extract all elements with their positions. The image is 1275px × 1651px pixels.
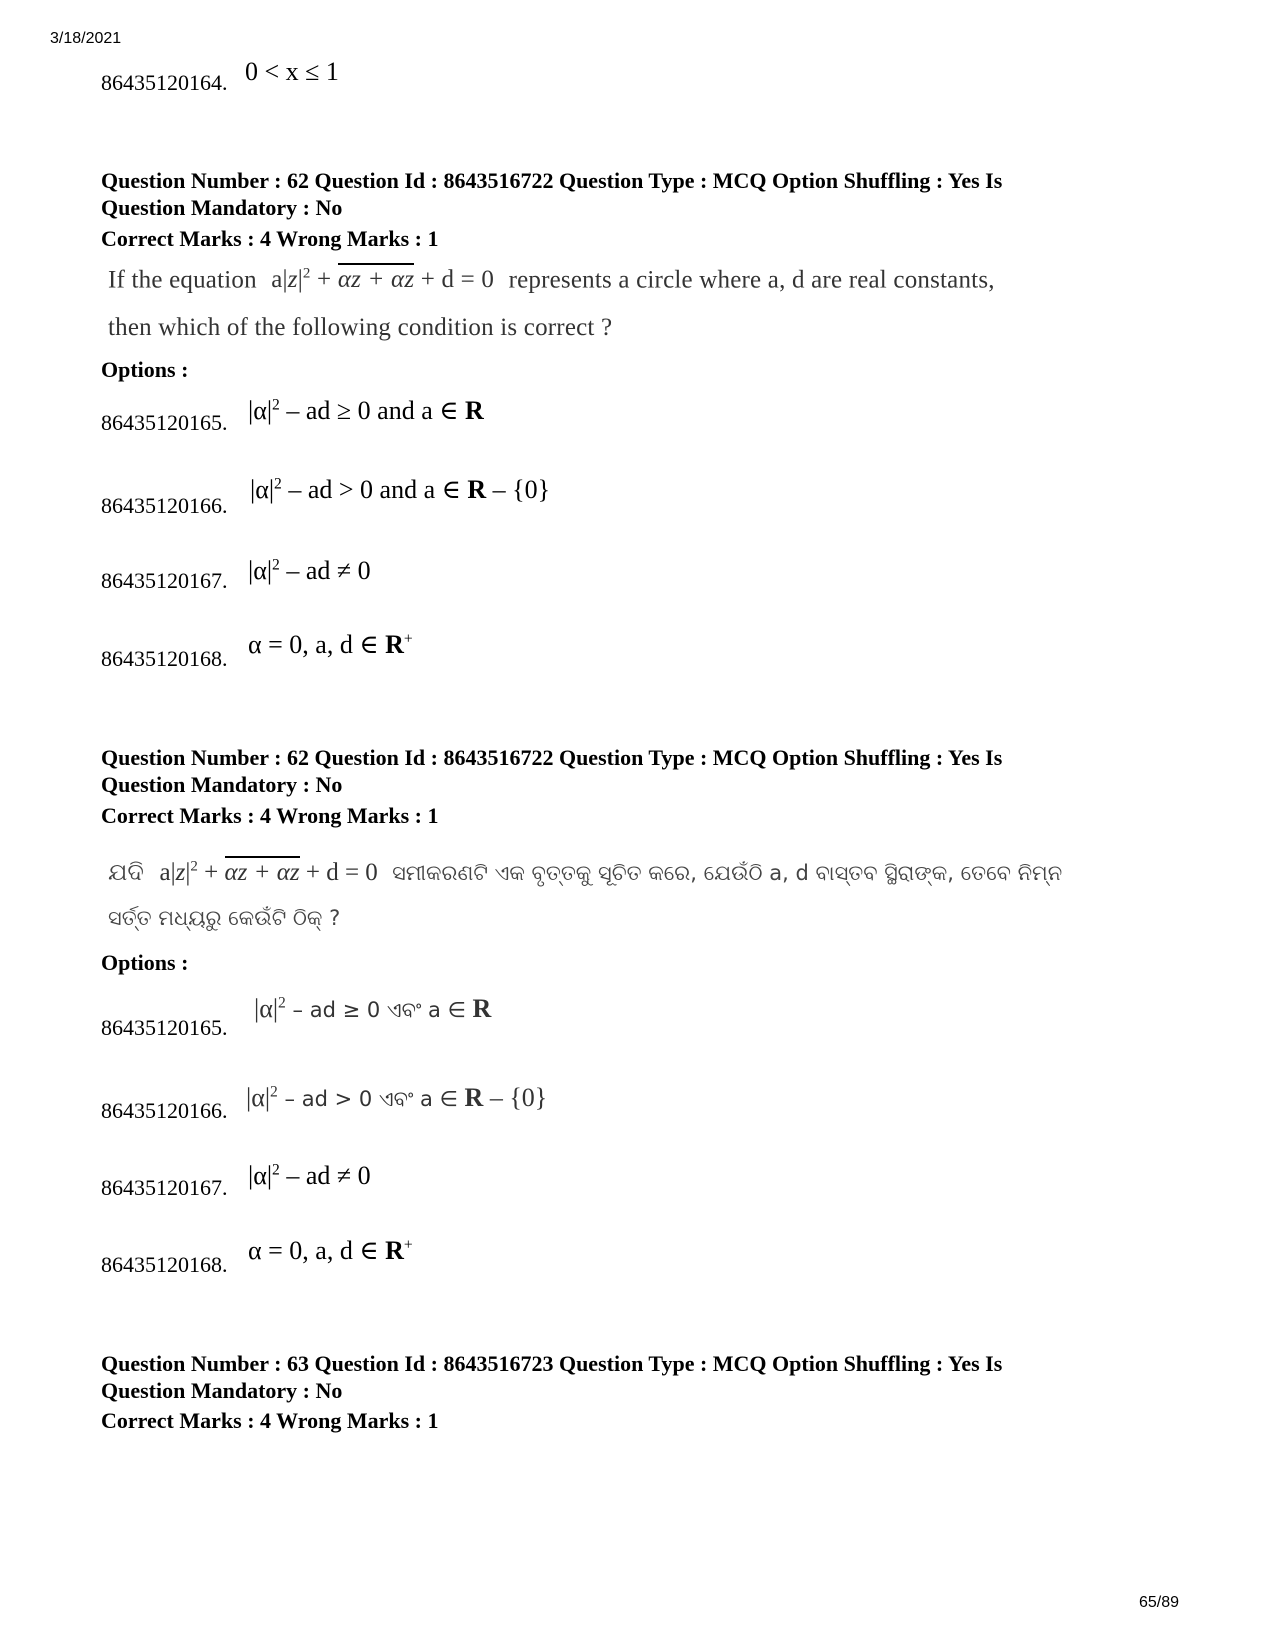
question-text-post: ସମୀକରଣଟି ଏକ ବୃତ୍ତକୁ ସୂଚିତ କରେ, ଯେଉଁଠି a, d ବାସ୍ତବ ସ୍ଥିରାଙ୍କ, ତେବେ ନିମ୍ନ (392, 861, 1063, 885)
print-date: 3/18/2021 (50, 30, 122, 47)
option-id: 86435120167. (101, 568, 228, 593)
option-math (254, 994, 491, 1024)
eq-conj-term: αz + αz (225, 856, 300, 886)
option-set-tail: – {0} (483, 1083, 548, 1112)
question-header-line1: Question Number : 62 Question Id : 8643516722 Question Type : MCQ Option Shuffling : Yes Is (101, 745, 1003, 770)
question-header (101, 744, 1181, 798)
options-label: Options : (101, 357, 189, 382)
option-math: 0 < x ≤ 1 (245, 57, 339, 86)
options-label: Options : (101, 950, 189, 975)
option-math (248, 396, 484, 426)
eq-rest: + d = 0 (414, 266, 495, 294)
question-header (101, 1350, 1181, 1404)
question-header-line1: Question Number : 63 Question Id : 8643516723 Question Type : MCQ Option Shuffling : Yes Is (101, 1351, 1003, 1376)
abs-alpha: |α| (246, 1083, 271, 1112)
abs-exp: 2 (274, 475, 282, 493)
option-math (248, 1236, 413, 1266)
option-set: R (464, 396, 484, 425)
question-header (101, 167, 1181, 221)
eq-a: a (159, 859, 171, 886)
option-id: 86435120168. (101, 1252, 228, 1277)
option-set: R (467, 475, 487, 504)
option-text: α = 0, a, d ∈ (248, 1236, 386, 1265)
option-id: 86435120166. (101, 493, 228, 518)
abs-exp: 2 (272, 396, 280, 414)
abs-alpha: |α| (250, 475, 275, 504)
option-suffix: – ad > 0 ଏବଂ a ∈ (277, 1087, 465, 1111)
question-header-line2: Question Mandatory : No (101, 195, 343, 220)
eq-plus: + (197, 859, 225, 886)
option-suffix: – ad > 0 and a ∈ (281, 475, 468, 504)
question-marks: Correct Marks : 4 Wrong Marks : 1 (101, 803, 439, 828)
question-marks: Correct Marks : 4 Wrong Marks : 1 (101, 1408, 439, 1433)
question-text-post: represents a circle where a, d are real constants, (508, 266, 995, 294)
option-id: 86435120165. (101, 1015, 228, 1040)
eq-a: a (271, 266, 283, 294)
question-marks: Correct Marks : 4 Wrong Marks : 1 (101, 226, 439, 251)
abs-exp: 2 (272, 1161, 280, 1179)
option-id: 86435120166. (101, 1098, 228, 1123)
eq-rest: + d = 0 (299, 859, 378, 886)
question-header-line2: Question Mandatory : No (101, 772, 343, 797)
equation: $a|z|^2 + \alpha z + \alpha z + d = 0$ (160, 859, 385, 886)
option-set: R (464, 1083, 484, 1112)
question-text-pre: ଯଦି (108, 858, 144, 886)
option-suffix: – ad ≥ 0 and a ∈ (279, 396, 465, 425)
abs-exp: 2 (272, 556, 280, 574)
eq-plus: + (310, 266, 338, 294)
eq-exp: 2 (302, 266, 311, 282)
option-set-tail: – {0} (486, 475, 551, 504)
option-set: R (385, 630, 404, 659)
question-text-line1 (108, 858, 1062, 887)
abs-alpha: |α| (254, 994, 279, 1023)
option-math (250, 475, 550, 505)
abs-alpha: |α| (248, 396, 273, 425)
option-math (248, 1161, 371, 1191)
question-text-line1 (108, 266, 995, 294)
abs-alpha: |α| (248, 556, 273, 585)
abs-exp: 2 (278, 994, 286, 1012)
page-number: 65/89 (1138, 1594, 1179, 1611)
option-math (246, 1083, 547, 1113)
option-sup: + (403, 630, 413, 648)
question-header-line1: Question Number : 62 Question Id : 8643516722 Question Type : MCQ Option Shuffling : Yes Is (101, 168, 1003, 193)
eq-exp: 2 (190, 858, 198, 875)
option-id: 86435120168. (101, 646, 228, 671)
option-math (248, 556, 371, 586)
option-text: α = 0, a, d ∈ (248, 630, 386, 659)
question-text-line2: ସର୍ତ୍ତ ମଧ୍ୟରୁ କେଉଁଟି ଠିକ୍ ? (108, 906, 341, 930)
option-set: R (385, 1236, 404, 1265)
option-suffix: – ad ≠ 0 (279, 1161, 371, 1190)
abs-exp: 2 (270, 1083, 278, 1101)
eq-z: z (287, 266, 298, 294)
equation: $a|z|^2 + \alpha z + \alpha z + d = 0$ (271, 266, 500, 293)
option-math (248, 630, 413, 660)
question-header-line2: Question Mandatory : No (101, 1378, 343, 1403)
option-id: 86435120165. (101, 410, 228, 435)
option-set: R (472, 994, 492, 1023)
eq-conj-term: αz + αz (338, 263, 414, 293)
eq-z: z (175, 859, 186, 886)
option-sup: + (403, 1236, 413, 1254)
question-text-line2: then which of the following condition is correct ? (108, 314, 613, 341)
option-id: 86435120164. (101, 70, 228, 95)
question-text-pre: If the equation (108, 266, 257, 294)
option-suffix: – ad ≥ 0 ଏବଂ a ∈ (285, 998, 473, 1022)
option-suffix: – ad ≠ 0 (279, 556, 371, 585)
option-id: 86435120167. (101, 1175, 228, 1200)
abs-alpha: |α| (248, 1161, 273, 1190)
